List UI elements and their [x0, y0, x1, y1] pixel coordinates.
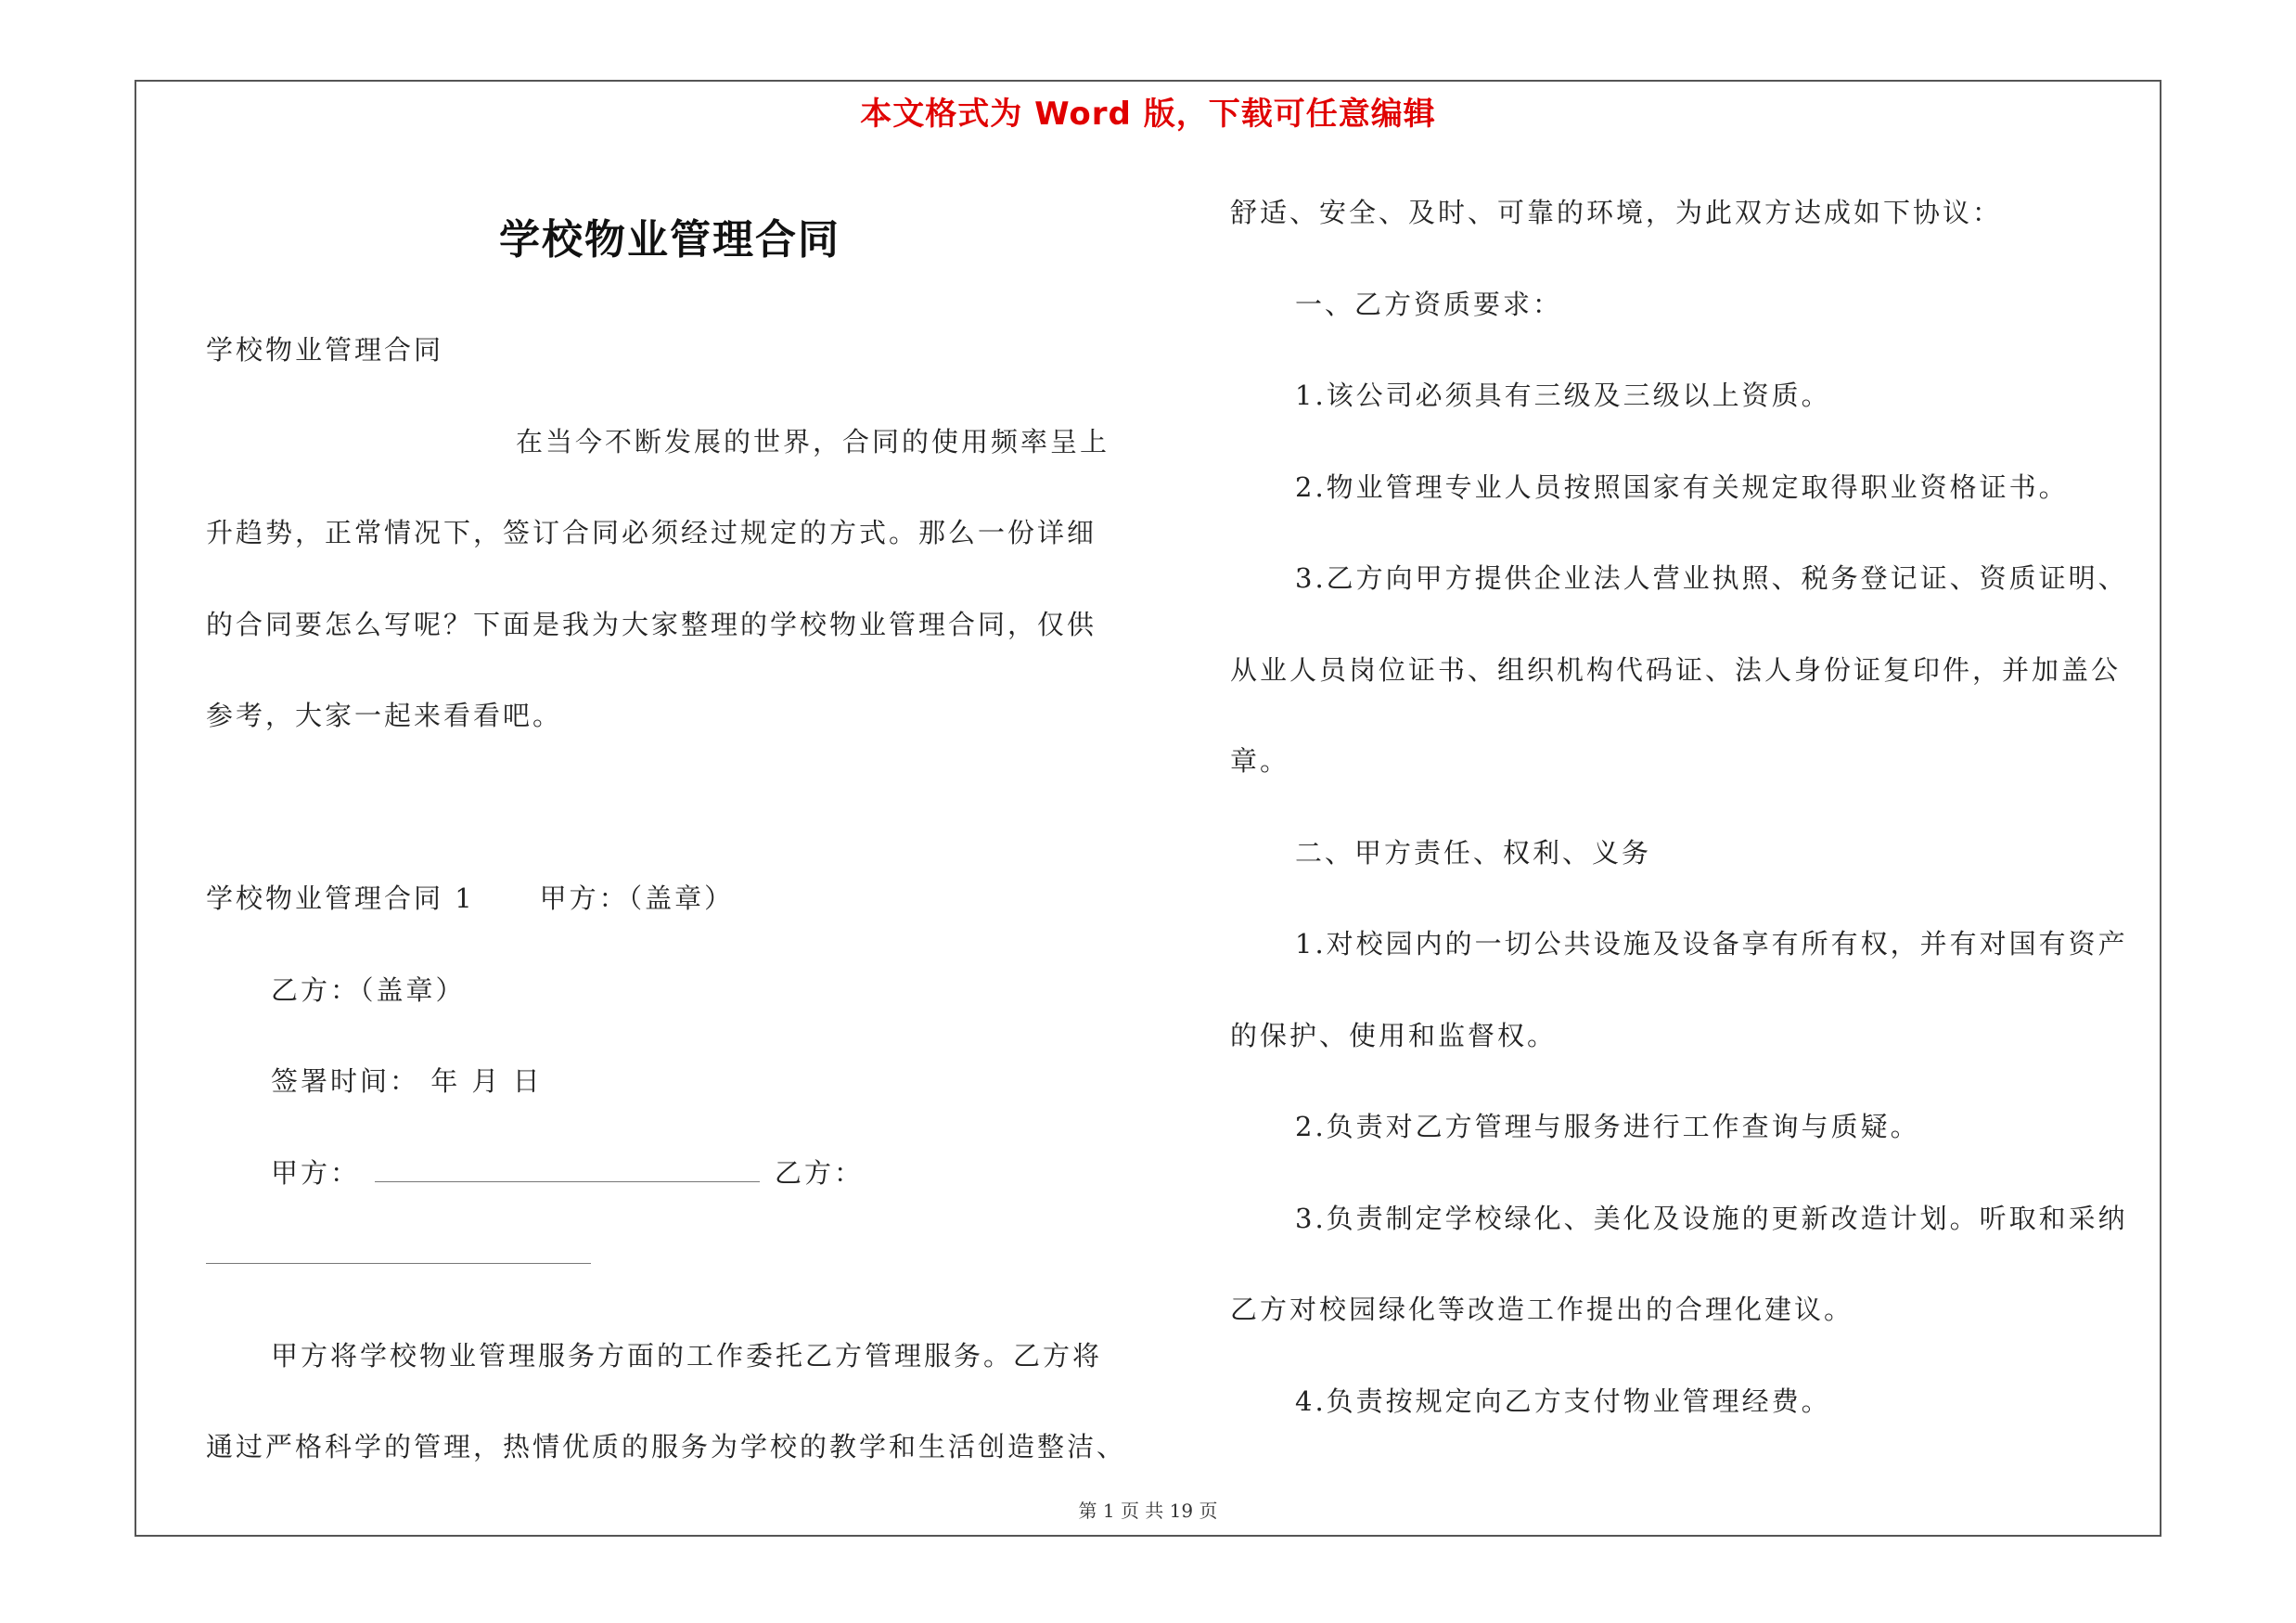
party-b-blank-row	[206, 1218, 1134, 1310]
right-line-2: 一、乙方资质要求：	[1295, 288, 1563, 320]
intro-line-3: 的合同要怎么写呢？下面是我为大家整理的学校物业管理合同，仅供	[206, 608, 1097, 640]
sign-time: 签署时间： 年 月 日	[271, 1065, 543, 1097]
word-format-banner: 本文格式为 Word 版，下载可任意编辑	[860, 96, 1436, 133]
spacer	[206, 762, 1134, 854]
party-a-blank	[375, 1153, 760, 1182]
party-b-label: 乙方：	[775, 1156, 865, 1189]
party-b-seal: 乙方：（盖章）	[271, 973, 466, 1006]
party-a-seal: 甲方：（盖章）	[539, 882, 735, 914]
contract-label: 学校物业管理合同 1	[206, 882, 475, 914]
right-line-3: 1.该公司必须具有三级及三级以上资质。	[1295, 380, 1831, 411]
party-b-blank	[206, 1263, 591, 1264]
right-line-8: 二、甲方责任、权利、义务	[1295, 836, 1652, 869]
right-line-12: 3.负责制定学校绿化、美化及设施的更新改造计划。听取和采纳	[1295, 1202, 2128, 1234]
right-column	[1230, 167, 2158, 1447]
right-line-7: 章。	[1230, 745, 1290, 777]
right-line-9: 1.对校园内的一切公共设施及设备享有所有权，并有对国有资产	[1295, 928, 2128, 960]
right-line-10: 的保护、使用和监督权。	[1230, 1019, 1558, 1051]
intro-line-2: 升趋势，正常情况下，签订合同必须经过规定的方式。那么一份详细	[206, 517, 1097, 548]
right-line-4: 2.物业管理专业人员按照国家有关规定取得职业资格证书。	[1295, 470, 2069, 503]
contract-party-line	[206, 853, 1134, 945]
body-line-2: 通过严格科学的管理，热情优质的服务为学校的教学和生活创造整洁、	[206, 1431, 1127, 1462]
right-line-11: 2.负责对乙方管理与服务进行工作查询与质疑。	[1295, 1111, 1920, 1142]
right-line-14: 4.负责按规定向乙方支付物业管理经费。	[1295, 1385, 1831, 1417]
right-line-6: 从业人员岗位证书、组织机构代码证、法人身份证复印件，并加盖公	[1230, 653, 2122, 686]
signature-line	[206, 1127, 1134, 1219]
document-title: 学校物业管理合同	[499, 216, 840, 264]
page-footer: 第 1 页 共 19 页	[1078, 1500, 1218, 1522]
left-column	[206, 304, 1134, 1493]
body-line-1: 甲方将学校物业管理服务方面的工作委托乙方管理服务。乙方将	[271, 1339, 1103, 1372]
intro-line-1: 在当今不断发展的世界，合同的使用频率呈上	[516, 425, 1110, 457]
intro-line-4: 参考，大家一起来看看吧。	[206, 700, 563, 731]
right-line-1: 舒适、安全、及时、可靠的环境，为此双方达成如下协议：	[1230, 197, 2003, 228]
party-a-label: 甲方：	[271, 1156, 361, 1189]
left-heading: 学校物业管理合同	[206, 334, 444, 366]
right-line-5: 3.乙方向甲方提供企业法人营业执照、税务登记证、资质证明、	[1295, 562, 2128, 594]
right-line-13: 乙方对校园绿化等改造工作提出的合理化建议。	[1230, 1294, 1854, 1325]
